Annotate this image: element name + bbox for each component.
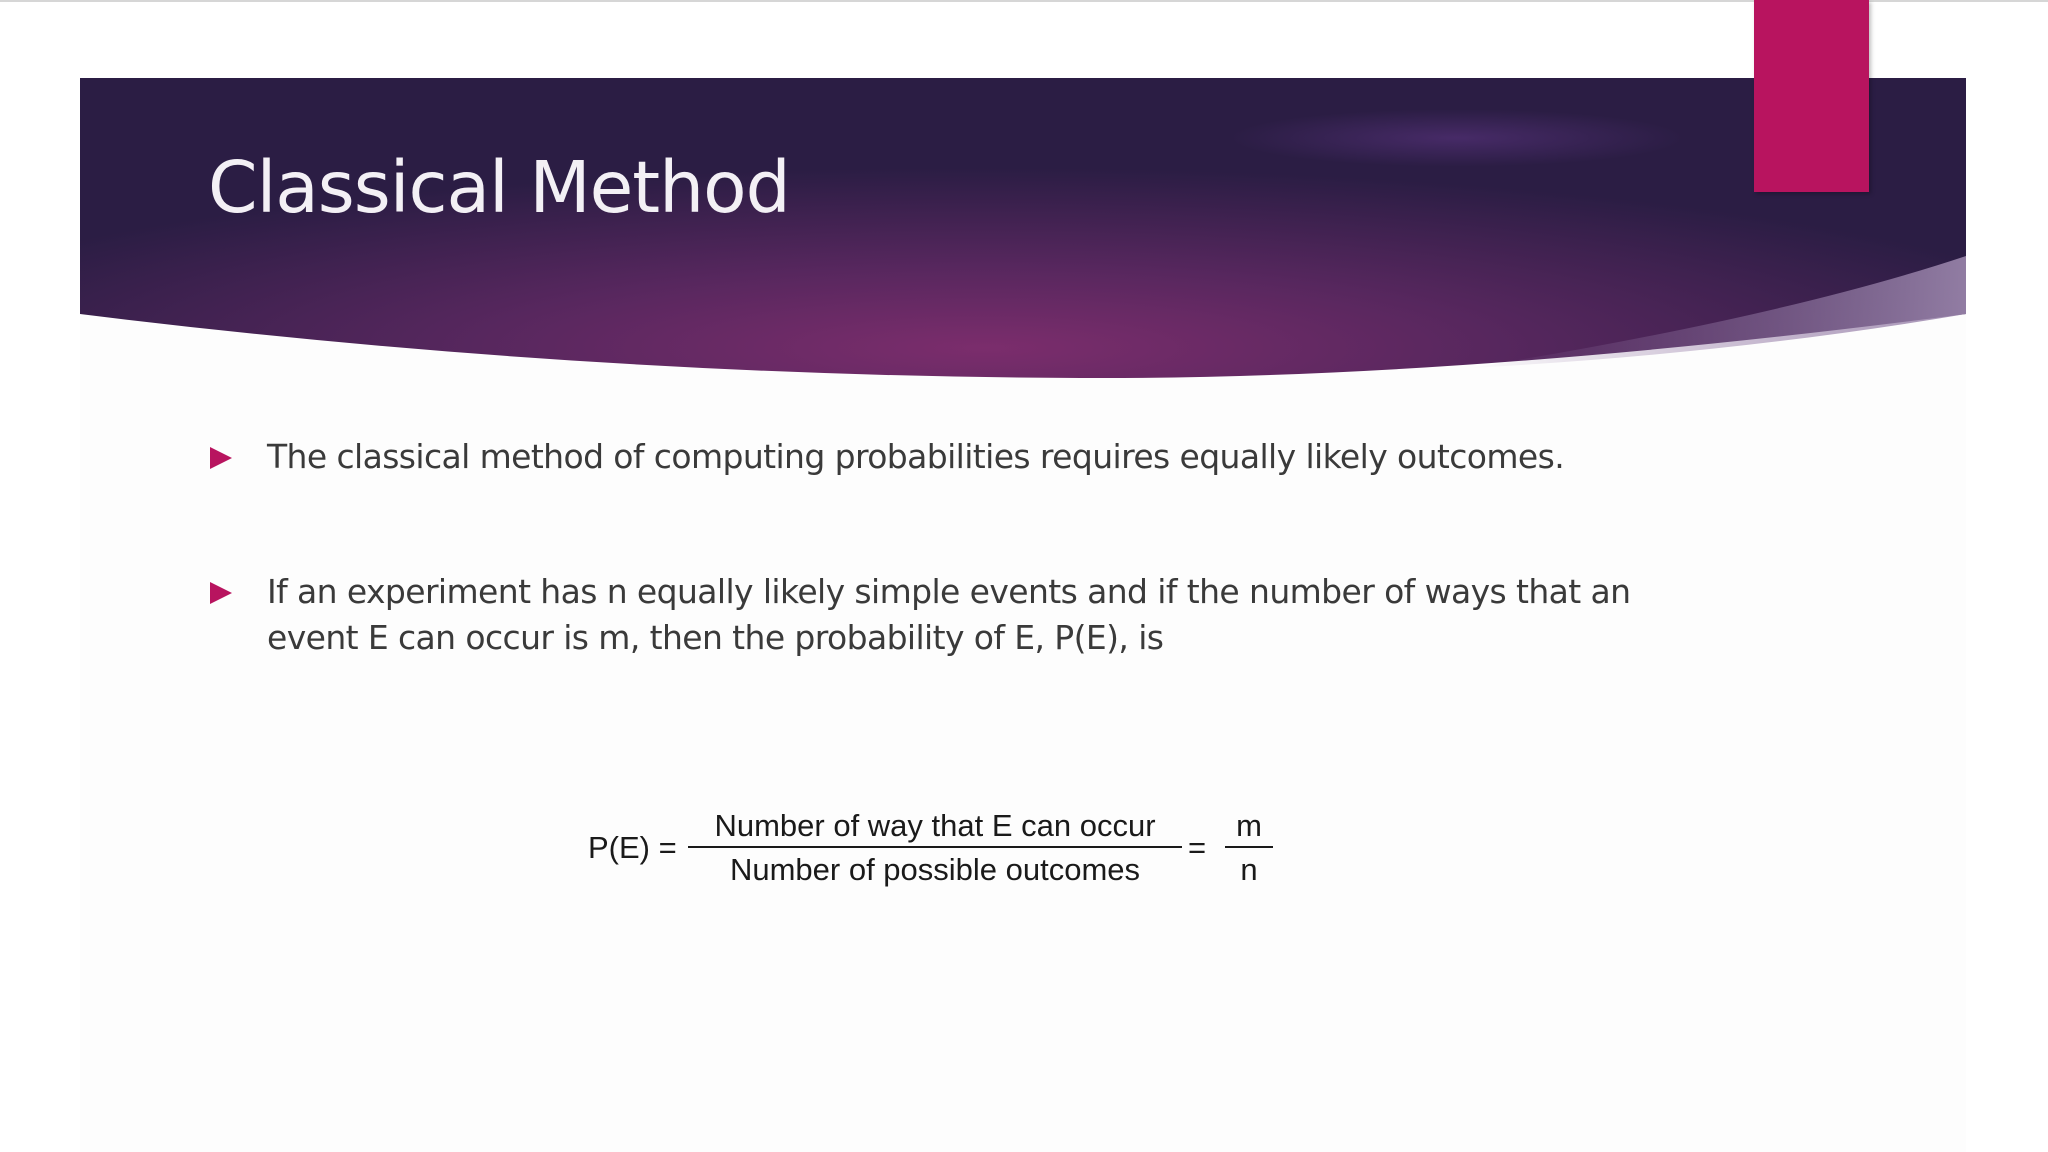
bullet-item <box>210 569 1670 661</box>
formula-numerator: Number of way that E can occur <box>688 806 1182 848</box>
top-border-line <box>0 0 2048 2</box>
formula-lhs: P(E) = <box>588 830 677 865</box>
bullet-text: The classical method of computing probabilities requires equally likely outcomes. <box>267 437 1565 476</box>
accent-tab <box>1754 0 1869 192</box>
formula-equals-sign: = <box>1188 830 1207 865</box>
formula-fraction-words <box>688 806 1182 892</box>
triangle-bullet-icon <box>210 582 232 604</box>
slide-title: Classical Method <box>208 146 790 229</box>
formula-short-numerator: m <box>1225 806 1273 848</box>
title-banner <box>80 78 1966 382</box>
bullet-text: If an experiment has n equally likely simple events and if the number of ways that an event E can occur is m, then the probability of E, P(E), is <box>267 572 1631 657</box>
formula-denominator: Number of possible outcomes <box>729 852 1141 887</box>
bullet-item <box>210 434 1670 480</box>
formula-short-denominator: n <box>1240 852 1258 887</box>
triangle-bullet-icon <box>210 447 232 469</box>
formula-fraction-symbols <box>1225 806 1273 892</box>
